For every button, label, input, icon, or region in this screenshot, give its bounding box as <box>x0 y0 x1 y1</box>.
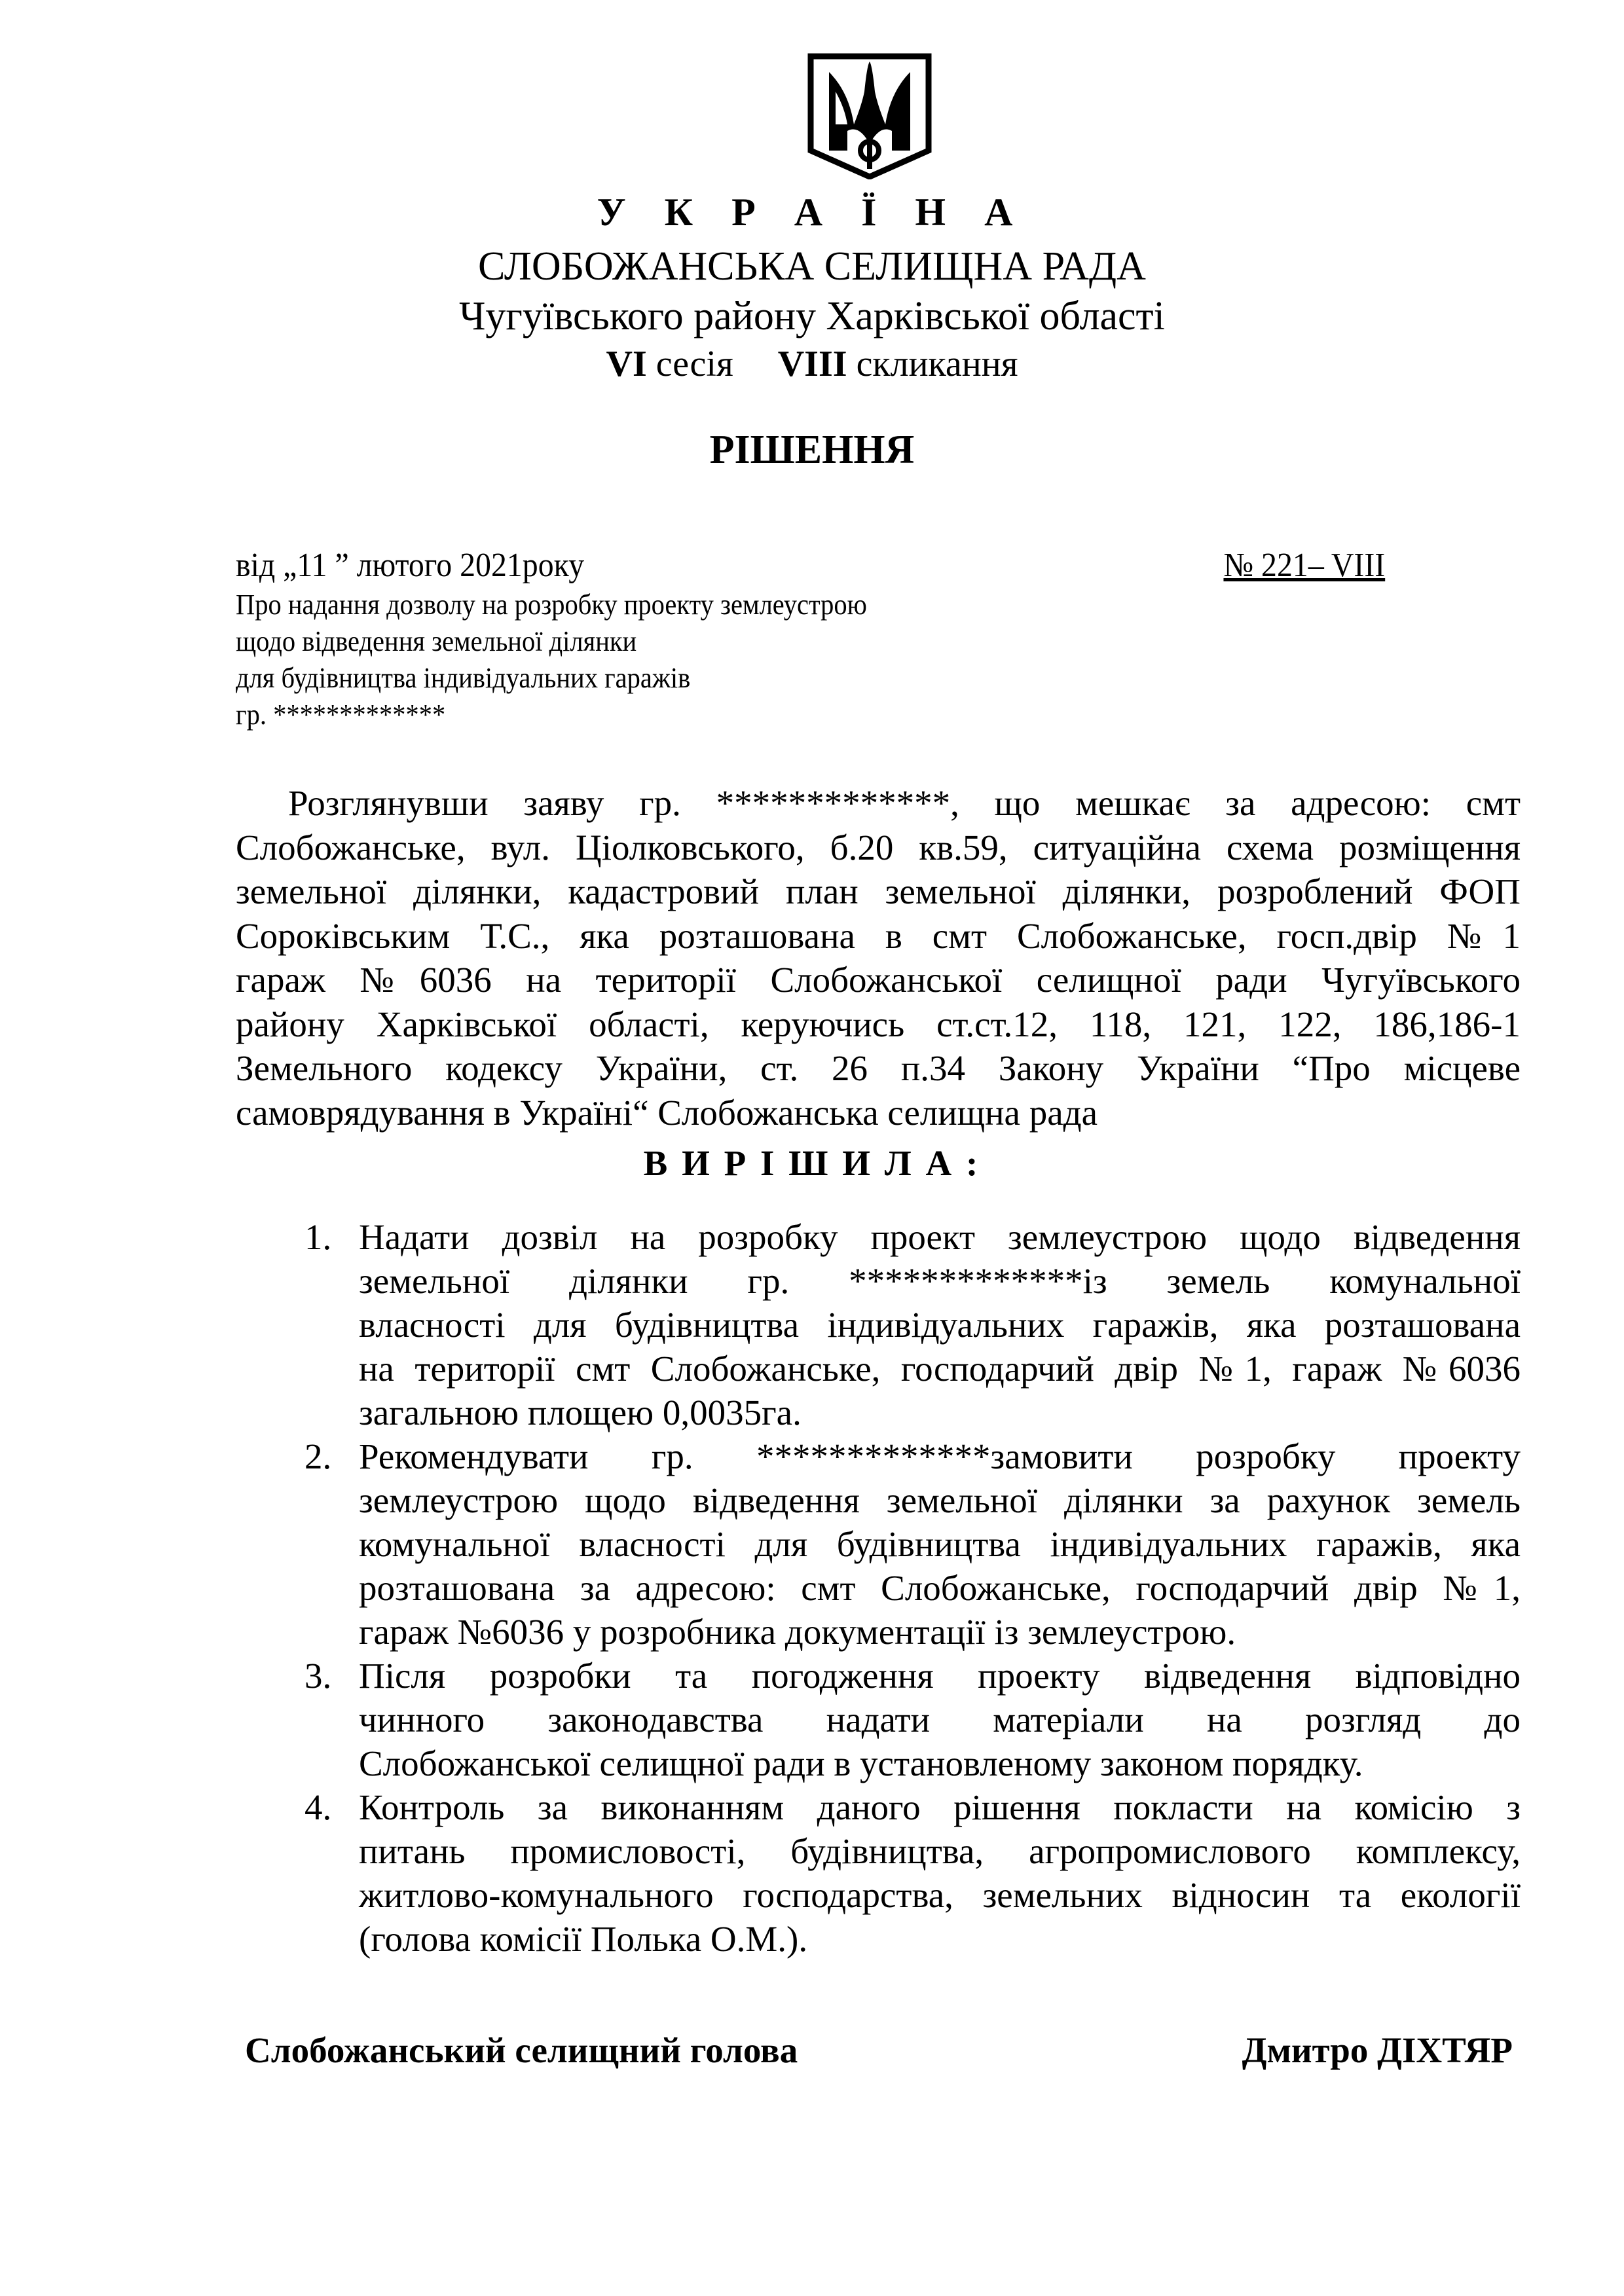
session-number: VI <box>606 344 647 384</box>
item-line: комунальної власності для будівництва індивідуальних гаражів, яка <box>359 1524 1521 1564</box>
preamble-line: району Харківської області, керуючись ст.ст.12, 118, 121, 122, 186,186-1 <box>236 1004 1521 1044</box>
item-line: Надати дозвіл на розробку проект землеустрою щодо відведення <box>359 1217 1521 1257</box>
item-number: 4. <box>304 1787 332 1827</box>
item-line: розташована за адресою: смт Слобожанське, господарчий двір №1, <box>359 1568 1521 1608</box>
council-name: СЛОБОЖАНСЬКА СЕЛИЩНА РАДА <box>478 244 1146 289</box>
convocation-word: скликання <box>856 344 1018 384</box>
item-line: на території смт Слобожанське, господарчий двір №1, гараж №6036 <box>359 1349 1521 1389</box>
item-line: гараж №6036 у розробника документації із землеустрою. <box>359 1612 1236 1652</box>
item-line: питань промисловості, будівництва, агропромислового комплексу, <box>359 1831 1521 1871</box>
item-number: 1. <box>304 1217 332 1257</box>
decision-date: від „11 ” лютого 2021року <box>236 547 585 584</box>
subject-line: щодо відведення земельної ділянки <box>236 625 637 657</box>
convocation-number: VIII <box>777 344 847 384</box>
document-type: РІШЕННЯ <box>709 428 915 472</box>
item-number: 2. <box>304 1436 332 1476</box>
item-line: чинного законодавства надати матеріали на розгляд до <box>359 1700 1521 1740</box>
item-line: житлово-комунального господарства, земельних відносин та екології <box>359 1875 1521 1915</box>
decided-heading: В И Р І Ш И Л А : <box>643 1143 981 1183</box>
subject-line: для будівництва індивідуальних гаражів <box>236 662 691 694</box>
preamble-line: Сороківським Т.С., яка розташована в смт Слобожанське, госп.двір №1 <box>236 915 1521 956</box>
session-word: сесія <box>655 344 733 384</box>
preamble-line: Розглянувши заяву гр. *************, що мешкає за адресою: смт <box>288 783 1521 823</box>
item-line: Слобожанської селищної ради в установленому законом порядку. <box>359 1743 1363 1783</box>
item-line: земельної ділянки гр. *************із земель комунальної <box>359 1261 1521 1301</box>
subject-line: Про надання дозволу на розробку проекту землеустрою <box>236 589 867 621</box>
item-line: Рекомендувати гр. *************замовити розробку проекту <box>359 1436 1521 1476</box>
item-line: Після розробки та погодження проекту відведення відповідно <box>359 1656 1521 1696</box>
preamble-line: Земельного кодексу України, ст. 26 п.34 Закону України “Про місцеве <box>236 1048 1521 1088</box>
preamble-line: Слобожанське, вул. Ціолковського, б.20 кв.59, ситуаційна схема розміщення <box>236 827 1521 867</box>
item-number: 3. <box>304 1656 332 1696</box>
preamble-line: земельної ділянки, кадастровий план земельної ділянки, розроблений ФОП <box>236 871 1521 911</box>
signature-name: Дмитро ДІХТЯР <box>1242 2030 1513 2070</box>
decision-number: № 221– VIII <box>1223 547 1385 584</box>
country-title: У К Р А Ї Н А <box>597 191 1027 234</box>
session-line <box>0 343 1624 385</box>
coat-of-arms-icon <box>807 52 932 179</box>
item-line: Контроль за виконанням даного рішення покласти на комісію з <box>359 1787 1521 1827</box>
item-line: землеустрою щодо відведення земельної ділянки за рахунок земель <box>359 1480 1521 1520</box>
subject-line: гр. ************* <box>236 699 446 731</box>
district-name: Чугуївського району Харківської області <box>459 294 1165 338</box>
signature-title: Слобожанський селищний голова <box>245 2030 798 2070</box>
item-line: загальною площею 0,0035га. <box>359 1393 802 1432</box>
item-line: (голова комісії Полька О.М.). <box>359 1919 808 1959</box>
item-line: власності для будівництва індивідуальних гаражів, яка розташована <box>359 1305 1521 1345</box>
preamble-line: самоврядування в Україні“ Слобожанська селищна рада <box>236 1092 1098 1133</box>
preamble-line: гараж №6036 на території Слобожанської селищної ради Чугуївського <box>236 960 1521 1000</box>
